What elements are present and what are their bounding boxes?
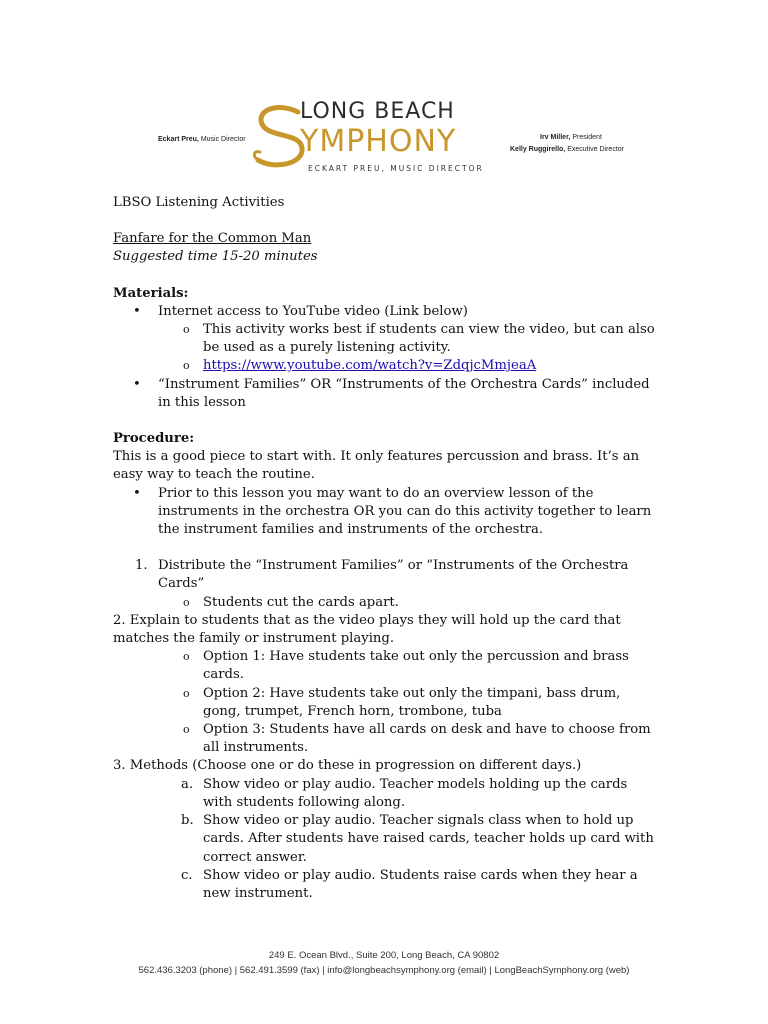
option-text: Option 1: Have students take out only the percussion and brass cards. [203, 649, 629, 683]
music-director-credit [158, 136, 246, 143]
method-text: Show video or play audio. Teacher models holding up the cards with students following along. [203, 776, 628, 810]
procedure-bullet-text: Prior to this lesson you may want to do an overview lesson of the instruments in the orchestra OR you can do this activity together to learn the instrument families and instruments of the orchestra. [158, 485, 652, 538]
method-text: Show video or play audio. Teacher signals class when to hold up cards. After students have raised cards, teacher holds up card with correct answer. [203, 813, 654, 865]
music-director-role: Music Director [200, 136, 246, 143]
materials-subitem-link [113, 357, 658, 375]
step-1-text: Distribute the “Instrument Families” or “Instruments of the Orchestra Cards” [158, 558, 629, 592]
list-letter: c. [181, 867, 193, 883]
sub-bullet-icon: o [183, 323, 190, 337]
logo-long-beach: LONG BEACH [300, 99, 455, 124]
executive-director-name: Kelly Ruggirello, [510, 146, 566, 153]
step-3-method-a [113, 776, 658, 812]
letterhead [140, 96, 640, 186]
footer [0, 948, 768, 978]
materials-item-cards [113, 376, 658, 412]
step-3-method-b [113, 812, 658, 867]
step-1-sub [113, 594, 658, 612]
step-number: 1. [135, 558, 148, 574]
option-text: Option 2: Have students take out only the timpani, bass drum, gong, trumpet, French horn, trombone, tuba [203, 685, 621, 719]
bullet-icon: • [133, 376, 141, 392]
step-2-option-3 [113, 721, 658, 757]
procedure-heading: Procedure: [113, 431, 195, 447]
logo-subtitle: ECKART PREU, MUSIC DIRECTOR [308, 164, 484, 173]
materials-subitem-text: This activity works best if students can view the video, but can also be used as a purely listening activity. [203, 322, 655, 356]
sub-bullet-icon: o [183, 723, 190, 737]
bullet-icon: • [133, 303, 141, 319]
procedure-intro: This is a good piece to start with. It only features percussion and brass. It’s an easy way to teach the routine. [113, 449, 640, 483]
method-text: Show video or play audio. Students raise cards when they hear a new instrument. [203, 867, 638, 901]
president-name: Irv Miller, [540, 134, 571, 141]
music-director-name: Eckart Preu, [158, 136, 199, 143]
step-1-sub-text: Students cut the cards apart. [203, 594, 399, 610]
footer-contact: 562.436.3203 (phone) | 562.491.3599 (fax) | info@longbeachsymphony.org (email) | LongBeachSymphony.org (web) [138, 965, 630, 976]
sub-bullet-icon: o [183, 595, 190, 609]
sub-bullet-icon: o [183, 650, 190, 664]
footer-address: 249 E. Ocean Blvd., Suite 200, Long Beach, CA 90802 [268, 950, 500, 961]
procedure-bullet [113, 485, 658, 540]
piece-title: Fanfare for the Common Man [113, 231, 312, 247]
materials-item-internet [113, 303, 658, 321]
logo-symphony: YMPHONY [300, 124, 457, 159]
materials-item-text: “Instrument Families” OR “Instruments of the Orchestra Cards” included in this lesson [158, 376, 650, 410]
step-3-method-c [113, 867, 658, 903]
list-letter: b. [181, 813, 194, 829]
step-2: 2. Explain to students that as the video plays they will hold up the card that matches the family or instrument playing. [113, 612, 621, 647]
document-heading: LBSO Listening Activities [113, 195, 285, 210]
step-2-option-2 [113, 685, 658, 721]
sub-bullet-icon: o [183, 686, 190, 700]
bullet-icon: • [133, 485, 141, 501]
list-letter: a. [181, 776, 194, 792]
youtube-link[interactable]: https://www.youtube.com/watch?v=ZdqjcMmjeaA [203, 358, 537, 374]
president-role: President [572, 134, 602, 141]
suggested-time: Suggested time 15-20 minutes [113, 249, 318, 265]
materials-item-text: Internet access to YouTube video (Link below) [158, 303, 468, 319]
option-text: Option 3: Students have all cards on desk and have to choose from all instruments. [203, 722, 651, 756]
step-3: 3. Methods (Choose one or do these in progression on different days.) [113, 758, 582, 774]
step-1 [113, 557, 658, 593]
president-credit [510, 132, 624, 144]
document-body [113, 194, 658, 903]
step-2-option-1 [113, 648, 658, 684]
sub-bullet-icon: o [183, 359, 190, 373]
materials-subitem-video-note [113, 321, 658, 357]
executive-director-credit [510, 144, 624, 156]
materials-heading: Materials: [113, 285, 189, 301]
executive-director-role: Executive Director [567, 146, 624, 153]
executive-credits [510, 132, 624, 156]
